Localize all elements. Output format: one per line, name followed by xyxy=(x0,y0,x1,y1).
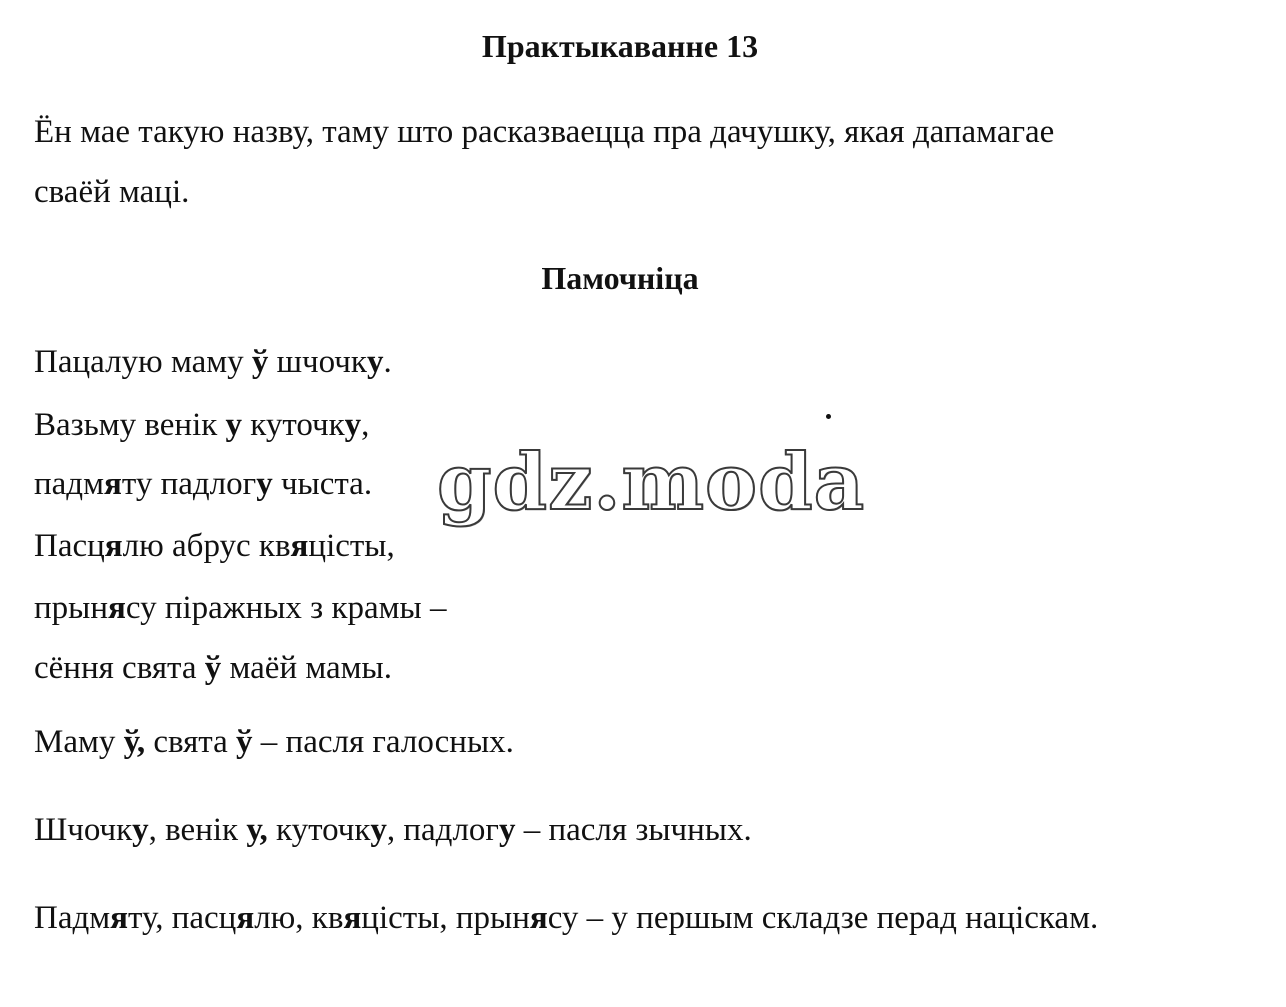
text-segment: – пасля зычных. xyxy=(515,812,752,848)
highlighted-letter: ў xyxy=(251,344,269,380)
text-segment: Шчочк xyxy=(34,812,133,848)
text-segment: маёй мамы. xyxy=(221,650,392,686)
highlighted-letter: я xyxy=(110,900,129,936)
highlighted-letter: у, xyxy=(246,812,268,848)
poem-line xyxy=(34,405,369,445)
text-segment: падм xyxy=(34,466,104,502)
watermark-logo: gdz.moda xyxy=(437,437,866,528)
text-segment: су піражных з крамы – xyxy=(125,590,447,626)
intro-line-2: сваёй маці. xyxy=(34,174,190,210)
highlighted-letter: у xyxy=(366,344,384,380)
exercise-title: Практыкаванне 13 xyxy=(481,28,759,64)
highlighted-letter: у xyxy=(370,812,387,848)
highlighted-letter: у xyxy=(344,407,362,443)
text-segment: чыста. xyxy=(272,466,373,502)
highlighted-letter: я xyxy=(290,528,309,564)
poem-line xyxy=(34,588,446,628)
note-line xyxy=(34,810,752,850)
text-segment: сёння свята xyxy=(34,650,205,686)
text-segment: Пацалую маму xyxy=(34,344,252,380)
highlighted-letter: ў, xyxy=(123,724,146,760)
highlighted-letter: я xyxy=(104,528,123,564)
highlighted-letter: я xyxy=(343,900,362,936)
text-segment: прын xyxy=(34,590,108,626)
text-segment: ту, пасц xyxy=(128,900,237,936)
poem-line xyxy=(34,526,395,566)
text-segment: Вазьму венік xyxy=(34,407,226,443)
highlighted-letter: я xyxy=(236,900,255,936)
note-line xyxy=(34,722,514,762)
text-segment: . xyxy=(383,344,392,380)
stray-dot xyxy=(826,414,831,419)
text-segment: шчочк xyxy=(268,344,367,380)
text-segment: лю абрус кв xyxy=(122,528,291,564)
text-segment: , xyxy=(361,407,370,443)
highlighted-letter: у xyxy=(498,812,516,848)
poem-line xyxy=(34,464,372,504)
text-segment: цісты, xyxy=(308,528,395,564)
text-segment: , падлог xyxy=(386,812,499,848)
highlighted-letter: у xyxy=(256,466,273,502)
highlighted-letter: ў xyxy=(236,724,253,760)
highlighted-letter: я xyxy=(529,900,548,936)
text-segment: Маму xyxy=(34,724,124,760)
text-segment: куточк xyxy=(267,812,371,848)
poem-line xyxy=(34,342,392,382)
text-segment: цісты, прын xyxy=(361,900,530,936)
text-segment: Пасц xyxy=(34,528,105,564)
poem-title: Памочніца xyxy=(541,260,699,296)
highlighted-letter: у xyxy=(132,812,149,848)
highlighted-letter: ў xyxy=(204,650,222,686)
intro-line-1: Ён мае такую назву, таму што расказваецца пра дачушку, якая дапамагае xyxy=(34,114,1055,150)
text-segment: су – у першым складзе перад націскам. xyxy=(547,900,1099,936)
highlighted-letter: я xyxy=(103,466,122,502)
highlighted-letter: я xyxy=(108,590,126,626)
text-segment: свята xyxy=(145,724,237,760)
text-segment: лю, кв xyxy=(254,900,344,936)
text-segment: Падм xyxy=(34,900,111,936)
text-segment: куточк xyxy=(242,407,345,443)
text-segment: ту падлог xyxy=(121,466,257,502)
note-line xyxy=(34,898,1098,938)
poem-line xyxy=(34,648,392,688)
text-segment: – пасля галосных. xyxy=(252,724,514,760)
highlighted-letter: у xyxy=(225,407,243,443)
text-segment: , венік xyxy=(148,812,247,848)
